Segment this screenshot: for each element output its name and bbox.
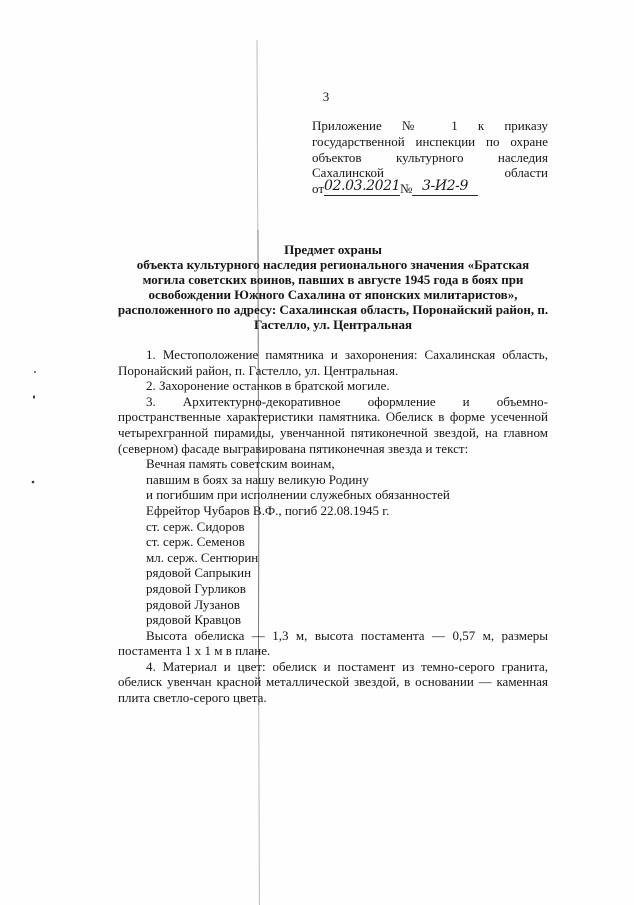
- obelisk-dimensions: [118, 628, 548, 659]
- document-title: [98, 242, 568, 332]
- body-line: 3. Архитектурно-декоративное оформление и объемно-: [146, 393, 548, 409]
- title-heading: Предмет охраны: [284, 242, 382, 257]
- body-line: 2. Захоронение останков в братской могиле.: [146, 378, 390, 394]
- title-line: могила советских воинов, павших в августе 1945 года в боях при: [142, 272, 524, 287]
- inscription-line: рядовой Сапрыкин: [146, 565, 252, 581]
- appendix-line: Приложение № 1 к приказу: [312, 118, 548, 133]
- title-line: Гастелло, ул. Центральная: [253, 317, 413, 332]
- appendix-line: Сахалинской области: [312, 165, 548, 181]
- inscription-line: Вечная память советским воинам,: [146, 456, 335, 472]
- obelisk-inscription: [118, 456, 548, 628]
- body-line: обелиск увенчан красной металлической звездой, в основании — каменная: [118, 674, 548, 690]
- body-line: четырехгранной пирамиды, увенчанной пятиконечной звездой, на главном: [118, 424, 548, 440]
- body-line: пространственные характеристики памятника. Обелиск в форме усеченной: [118, 409, 548, 425]
- inscription-line: рядовой Лузанов: [146, 596, 240, 612]
- handwritten-order-number: 3-И2-9: [412, 178, 478, 196]
- appendix-line: объектов культурного наследия: [312, 149, 548, 165]
- scan-speck: [32, 481, 35, 484]
- inscription-line: Ефрейтор Чубаров В.Ф., погиб 22.08.1945 г.: [146, 502, 390, 518]
- section-3-architecture: [118, 394, 548, 456]
- title-line: расположенного по адресу: Сахалинская область, Поронайский район, п.: [117, 302, 549, 317]
- date-prefix: от: [312, 181, 325, 197]
- number-sign: №: [400, 181, 413, 197]
- body-line: 4. Материал и цвет: обелиск и постамент из темно-серого гранита,: [146, 658, 548, 674]
- body-line: Поронайский район, п. Гастелло, ул. Центральная.: [118, 362, 399, 378]
- scan-speck: [34, 371, 36, 373]
- inscription-line: ст. серж. Семенов: [146, 534, 245, 550]
- section-2-burial: [118, 378, 548, 394]
- body-line: 1. Местоположение памятника и захоронения: Сахалинская область,: [146, 347, 548, 362]
- order-date-row: [312, 178, 548, 197]
- inscription-line: рядовой Гурликов: [146, 580, 246, 596]
- appendix-line: государственной инспекции по охране: [312, 133, 548, 149]
- body-line: плита светло-серого цвета.: [118, 690, 267, 706]
- handwritten-date: 02.03.2021: [324, 178, 401, 195]
- title-line: объекта культурного наследия регионального значения «Братская: [136, 257, 530, 272]
- inscription-line: и погибшим при исполнении служебных обязанностей: [146, 487, 450, 503]
- appendix-header: [312, 118, 548, 197]
- page-number: 3: [322, 89, 330, 104]
- title-line: освобождении Южного Сахалина от японских милитаристов»,: [148, 287, 518, 302]
- body-line: постамента 1 х 1 м в плане.: [118, 643, 271, 659]
- body-line: (северном) фасаде выгравирована пятиконечная звезда и текст:: [118, 440, 469, 456]
- inscription-line: рядовой Кравцов: [146, 612, 242, 628]
- scan-speck: [33, 395, 35, 398]
- body-line: Высота обелиска — 1,3 м, высота постамента — 0,57 м, размеры: [146, 627, 548, 643]
- document-body: [118, 347, 548, 706]
- inscription-line: мл. серж. Сентюрин: [146, 549, 259, 565]
- inscription-line: ст. серж. Сидоров: [146, 518, 245, 534]
- inscription-line: павшим в боях за нашу великую Родину: [146, 471, 369, 487]
- section-1-location: [118, 347, 548, 378]
- section-4-material: [118, 659, 548, 706]
